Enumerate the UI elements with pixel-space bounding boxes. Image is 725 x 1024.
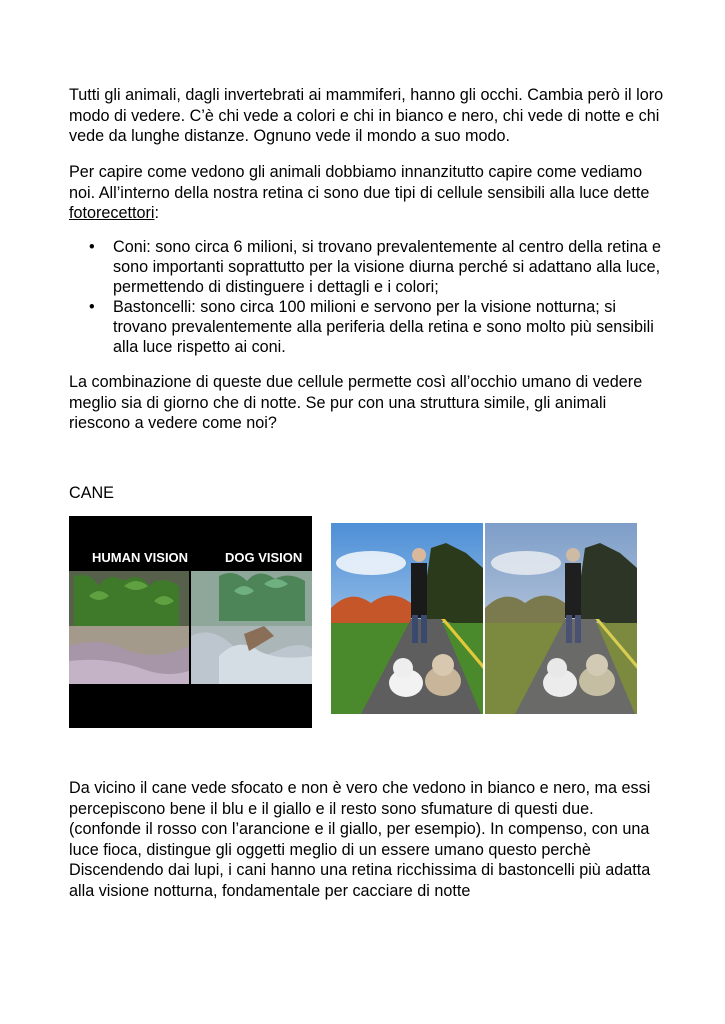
list-item-text: Coni: sono circa 6 milioni, si trovano prevalentemente al centro della retina e sono importanti soprattutto per la visione diurna perché si adattano alla luce, permettendo di distinguere i dettagli e i colori; bbox=[113, 238, 661, 296]
dog-vision-panel bbox=[191, 571, 312, 684]
bullet-icon: • bbox=[89, 298, 95, 316]
photoreceptor-paragraph bbox=[69, 162, 669, 224]
intro-paragraph: Tutti gli animali, dagli invertebrati ai mammiferi, hanno gli occhi. Cambia però il loro modo di vedere. C’è chi vede a colori e chi in bianco e nero, chi vede di notte e chi vede da lunghe distanze. Ognuno vede il mondo a suo modo. bbox=[69, 86, 664, 145]
list-item-text: Bastoncelli: sono circa 100 milioni e servono per la visione notturna; si trovano prevalentemente alla periferia della retina e sono molto più sensibili alla luce rispetto ai coni. bbox=[113, 298, 654, 356]
bullet-icon: • bbox=[89, 238, 95, 256]
dog-vision-label: DOG VISION bbox=[225, 550, 303, 565]
human-vs-dog-vision-image bbox=[69, 516, 312, 728]
combination-paragraph: La combinazione di queste due cellule permette così all’occhio umano di vedere meglio sia di giorno che di notte. Se pur con una struttura simile, gli animali riescono a vedere come noi? bbox=[69, 373, 643, 432]
dog-vision-paragraph: Da vicino il cane vede sfocato e non è vero che vedono in bianco e nero, ma essi percepiscono bene il blu e il giallo e il resto sono sfumature di questi due. (confonde il rosso con l’arancione e il giallo, per esempio). In compenso, con una luce fioca, distingue gli oggetti meglio di un essere umano questo perchè Discendendo dai lupi, i cani hanno una retina ricchissima di bastoncelli più adatta alla visione notturna, fondamentale per cacciare di notte bbox=[69, 779, 651, 900]
list-item-coni bbox=[69, 237, 669, 297]
photoreceptor-colon: : bbox=[154, 204, 159, 222]
normal-vision-photo bbox=[331, 523, 483, 714]
photoreceptor-text: Per capire come vedono gli animali dobbiamo innanzitutto capire come vediamo noi. All’interno della nostra retina ci sono due tipi di cellule sensibili alla luce dette bbox=[69, 163, 650, 202]
dog-vision-photo bbox=[485, 523, 637, 714]
human-vision-panel bbox=[69, 571, 189, 684]
list-item-bastoncelli bbox=[69, 297, 669, 357]
human-vision-label: HUMAN VISION bbox=[92, 550, 189, 565]
fotorecettori-link[interactable]: fotorecettori bbox=[69, 204, 155, 222]
woman-walking-dogs-image bbox=[331, 523, 637, 714]
photoreceptor-list bbox=[69, 237, 669, 357]
section-heading: CANE bbox=[69, 484, 114, 502]
